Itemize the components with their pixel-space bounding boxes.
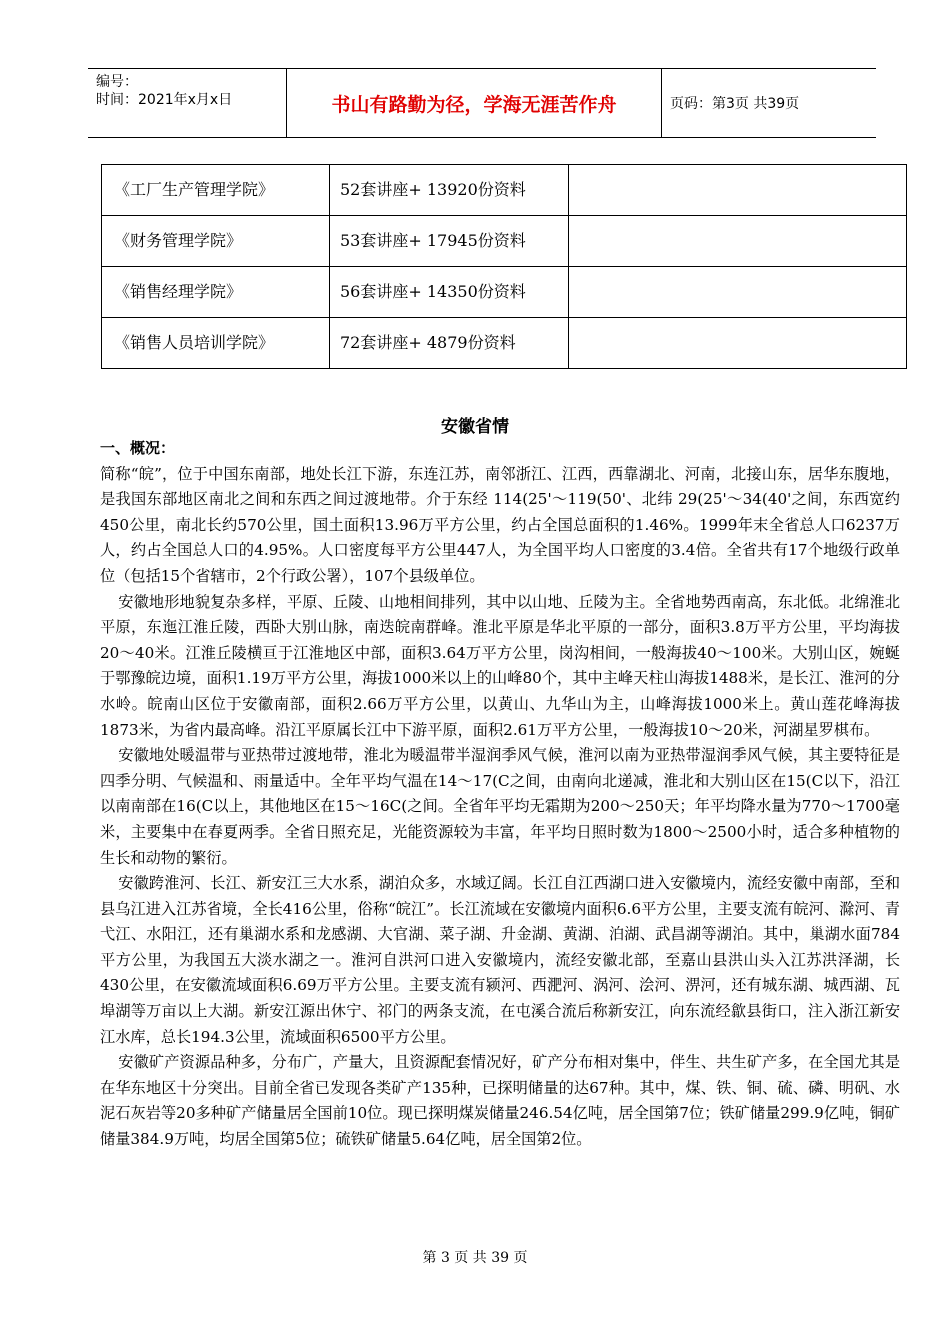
header-meta (96, 73, 286, 109)
empty-cell (569, 318, 907, 369)
article-title: 安徽省情 (441, 417, 509, 437)
header-page-info: 页码：第3页 共39页 (670, 96, 800, 112)
course-desc: 72套讲座+ 4879份资料 (330, 318, 569, 369)
page-footer: 第 3 页 共 39 页 (422, 1250, 528, 1266)
paragraph: 安徽矿产资源品种多，分布广，产量大，且资源配套情况好，矿产分布相对集中，伴生、共生矿产多，在全国尤其是在华东地区十分突出。目前全省已发现各类矿产135种，已探明储量的达67种。其中，煤、铁、铜、硫、磷、明矾、水泥石灰岩等20多种矿产储量居全国前10位。现已探明煤炭储量246.54亿吨，居全国第7位；铁矿储量299.9亿吨，铜矿储量384.9万吨，均居全国第5位；硫铁矿储量5.64亿吨，居全国第2位。 (100, 1053, 900, 1149)
paragraph: 安徽地处暖温带与亚热带过渡地带，淮北为暖温带半湿润季风气候，淮河以南为亚热带湿润季风气候，其主要特征是四季分明、气候温和、雨量适中。全年平均气温在14～17(C之间，由南向北递减，淮北和大别山区在15(C以下，沿江以南南部在16(C以上，其他地区在15～16C(之间。全省年平均无霜期为200～250天；年平均降水量为770～1700毫米，主要集中在春夏两季。全省日照充足，光能资源较为丰富，年平均日照时数为1800～2500小时，适合多种植物的生长和动物的繁衍。 (100, 746, 900, 867)
table-row (102, 165, 907, 216)
paragraph: 简称“皖”，位于中国东南部，地处长江下游，东连江苏，南邻浙江、江西，西靠湖北、河南，北接山东，居华东腹地，是我国东部地区南北之间和东西之间过渡地带。介于东经 114(25'～119(50'、北纬 29(25'～34(40'之间，东西宽约450公里，南北长约570公里，国土面积13.96万平方公里，约占全国总面积的1.46%。1999年末全省总人口6237万人，约占全国总人口的4.95%。人口密度每平方公里447人，为全国平均人口密度的3.4倍。全省共有17个地级行政单位（包括15个省辖市，2个行政公署），107个县级单位。 (100, 464, 900, 585)
article-body (100, 436, 900, 1153)
table-row (102, 318, 907, 369)
number-label: 编号： (96, 74, 138, 90)
course-name: 《销售人员培训学院》 (102, 318, 330, 369)
empty-cell (569, 267, 907, 318)
course-desc: 56套讲座+ 14350份资料 (330, 267, 569, 318)
paragraph: 安徽跨淮河、长江、新安江三大水系，湖泊众多，水域辽阔。长江自江西湖口进入安徽境内，流经安徽中南部，至和县乌江进入江苏省境，全长416公里，俗称“皖江”。长江流域在安徽境内面积6.6平方公里，主要支流有皖河、滁河、青弋江、水阳江，还有巢湖水系和龙感湖、大官湖、菜子湖、升金湖、黄湖、泊湖、武昌湖等湖泊。其中，巢湖水面784平方公里，为我国五大淡水湖之一。淮河自洪河口进入安徽境内，流经安徽北部，至嘉山县洪山头入江苏洪泽湖，长430公里，在安徽流域面积6.69万平方公里。主要支流有颍河、西淝河、涡河、浍河、淠河，还有城东湖、城西湖、瓦埠湖等万亩以上大湖。新安江源出休宁、祁门的两条支流，在屯溪合流后称新安江，向东流经歙县街口，注入浙江新安江水库，总长194.3公里，流域面积6500平方公里。 (100, 874, 900, 1046)
course-table (101, 164, 907, 369)
course-desc: 52套讲座+ 13920份资料 (330, 165, 569, 216)
header-motto: 书山有路勤为径，学海无涯苦作舟 (286, 69, 662, 137)
course-name: 《财务管理学院》 (102, 216, 330, 267)
course-name: 《工厂生产管理学院》 (102, 165, 330, 216)
page-header (88, 68, 876, 138)
empty-cell (569, 216, 907, 267)
course-name: 《销售经理学院》 (102, 267, 330, 318)
section-heading: 一、概况： (100, 439, 176, 457)
time-label: 时间：2021年x月x日 (96, 92, 233, 108)
empty-cell (569, 165, 907, 216)
table-row (102, 267, 907, 318)
table-row (102, 216, 907, 267)
paragraph: 安徽地形地貌复杂多样，平原、丘陵、山地相间排列，其中以山地、丘陵为主。全省地势西南高，东北低。北绵淮北平原，东迤江淮丘陵，西卧大别山脉，南迭皖南群峰。淮北平原是华北平原的一部分，面积3.8万平方公里，平均海拔20～40米。江淮丘陵横亘于江淮地区中部，面积3.64万平方公里，岗沟相间，一般海拔40～100米。大别山区，婉蜒于鄂豫皖边境，面积1.19万平方公里，海拔1000米以上的山峰80个，其中主峰天柱山海拔1488米，是长江、淮河的分水岭。皖南山区位于安徽南部，面积2.66万平方公里，以黄山、九华山为主，山峰海拔1000米上。黄山莲花峰海拔1873米，为省内最高峰。沿江平原属长江中下游平原，面积2.61万平方公里，一般海拔10～20米，河湖星罗棋布。 (100, 592, 900, 739)
course-desc: 53套讲座+ 17945份资料 (330, 216, 569, 267)
